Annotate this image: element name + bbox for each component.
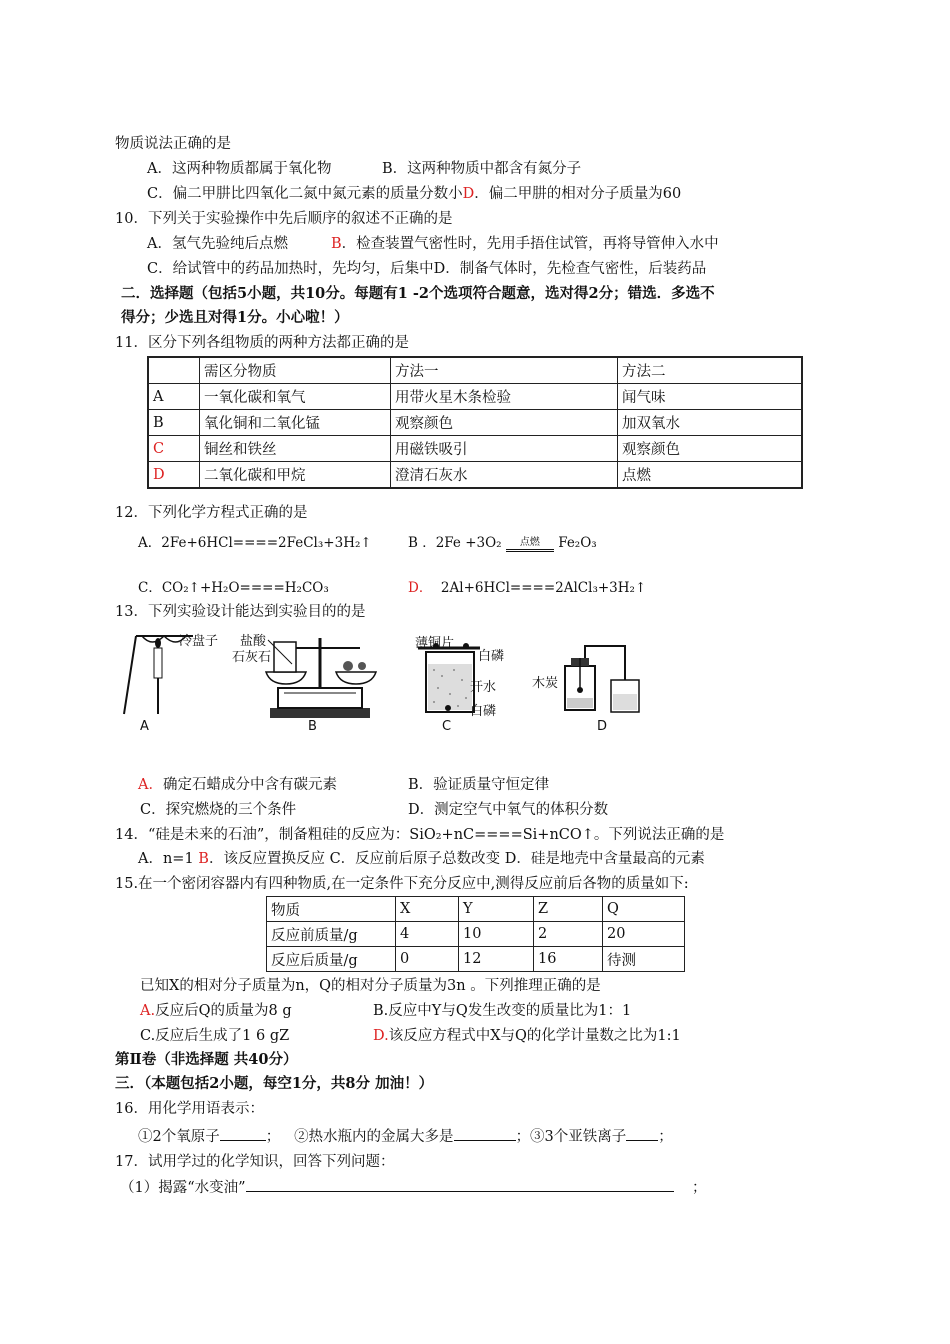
q12-option-a: A．2Fe+6HCl====2FeCl₃+3H₂↑ [138, 535, 372, 551]
label-charcoal: 木炭 [532, 676, 559, 691]
q12-option-b: B ．2Fe +3O₂ 点燃 Fe₂O₃ [408, 535, 597, 551]
q10-answer-letter-b: B [331, 236, 342, 252]
table-cell: D [148, 462, 200, 489]
table-row [148, 436, 802, 462]
table-cell: Y [459, 897, 534, 922]
q16-blanks: ①2个氧原子 ； ②热水瓶内的金属大多是 ；③3个亚铁离子 ； [138, 1126, 673, 1147]
q14-answer-letter-b: B [198, 851, 209, 867]
table-cell: 需区分物质 [200, 357, 391, 384]
table-cell: 10 [459, 922, 534, 947]
table-cell: 一氧化碳和氧气 [200, 384, 391, 410]
table-row [267, 922, 685, 947]
q10-option-cd: C．给试管中的药品加热时，先均匀，后集中D．制备气体时，先检查气密性，后装药品 [147, 261, 707, 277]
q12-option-d: D． 2Al+6HCl====2AlCl₃+3H₂↑ [408, 580, 647, 596]
table-cell: 澄清石灰水 [391, 462, 618, 489]
q15-known-info: 已知X的相对分子质量为n，Q的相对分子质量为3n 。下列推理正确的是 [140, 978, 601, 994]
label-boiling-water: 开水 [470, 680, 497, 695]
figure-caption-b: B [308, 719, 317, 734]
figure-caption-a: A [140, 719, 149, 734]
table-row [148, 462, 802, 489]
label-hydrochloric-acid: 盐酸 [240, 634, 267, 649]
q9-answer-letter-d: D [462, 186, 475, 202]
q10-stem: 10．下列关于实验操作中先后顺序的叙述不正确的是 [115, 211, 453, 227]
table-cell: 铜丝和铁丝 [200, 436, 391, 462]
label-cold-plate: 冷盘子 [179, 634, 219, 649]
reaction-condition: 点燃 [506, 537, 554, 552]
apparatus-d-figure [555, 638, 650, 718]
table-cell: C [148, 436, 200, 462]
q15-stem: 15.在一个密闭容器内有四种物质,在一定条件下充分反应中,测得反应前后各物的质量如下: [115, 876, 689, 892]
figure-caption-c: C [442, 719, 452, 734]
q11-table [147, 356, 803, 489]
q10-option-b: B．检查装置气密性时，先用手捂住试管，再将导管伸入水中 [331, 236, 719, 252]
table-cell: X [396, 897, 459, 922]
label-limestone: 石灰石 [232, 650, 272, 665]
q17-stem: 17．试用学过的化学知识，回答下列问题： [115, 1154, 395, 1170]
continuation-text: 物质说法正确的是 [115, 136, 231, 152]
q15-table [266, 896, 685, 972]
table-cell: 2 [534, 922, 603, 947]
section-2-heading-cont: 得分；少选且对得1分。小心啦！） [121, 309, 349, 326]
table-cell: 二氧化碳和甲烷 [200, 462, 391, 489]
table-cell: 4 [396, 922, 459, 947]
table-row [267, 947, 685, 972]
q12-option-c: C．CO₂↑+H₂O====H₂CO₃ [138, 580, 329, 596]
q14-stem: 14．“硅是未来的石油”，制备粗硅的反应为：SiO₂+nC====Si+nCO↑。下列说法正确的是 [115, 827, 725, 843]
table-cell: 用磁铁吸引 [391, 436, 618, 462]
table-cell: 反应前质量/g [267, 922, 396, 947]
table-cell: A [148, 384, 200, 410]
section-3-heading: 三．（本题包括2小题，每空1分，共8分 加油！） [115, 1075, 434, 1092]
table-cell: Q [603, 897, 685, 922]
q9-option-b: B．这两种物质中都含有氮分子 [382, 161, 582, 177]
q15-option-b: B.反应中Y与Q发生改变的质量比为1：1 [373, 1003, 632, 1019]
q12-stem: 12．下列化学方程式正确的是 [115, 505, 308, 521]
q11-stem: 11．区分下列各组物质的两种方法都正确的是 [115, 335, 409, 351]
q13-stem: 13．下列实验设计能达到实验目的的是 [115, 604, 366, 620]
q14-option-cd: C．反应前后原子总数改变 D．硅是地壳中含量最高的元素 [329, 851, 705, 867]
part-2-heading: 第Ⅱ卷（非选择题 共40分） [115, 1051, 298, 1068]
answer-blank-1[interactable] [220, 1126, 266, 1141]
table-cell: 闻气味 [618, 384, 803, 410]
answer-blank-3[interactable] [626, 1126, 658, 1141]
q13-answer-letter-a: A． [138, 777, 163, 793]
answer-blank-4[interactable] [246, 1177, 674, 1192]
table-cell: 反应后质量/g [267, 947, 396, 972]
q14-option-a: A．n=1 [138, 851, 194, 867]
figure-caption-d: D [597, 719, 608, 734]
q13-option-b: B．验证质量守恒定律 [408, 777, 550, 793]
table-cell: B [148, 410, 200, 436]
table-cell: 16 [534, 947, 603, 972]
table-header-row [148, 357, 802, 384]
q10-option-a: A．氢气先验纯后点燃 [147, 236, 288, 252]
q13-option-c: C．探究燃烧的三个条件 [140, 802, 297, 818]
table-cell: 点燃 [618, 462, 803, 489]
table-cell: 20 [603, 922, 685, 947]
q12-answer-letter-d: D． [408, 580, 433, 596]
table-header-row [267, 897, 685, 922]
q15-answer-letter-d: D. [373, 1028, 389, 1044]
q15-option-a: A.反应后Q的质量为8 g [140, 1003, 292, 1019]
q9-option-a: A．这两种物质都属于氧化物 [147, 161, 332, 177]
table-cell: 加双氧水 [618, 410, 803, 436]
section-2-heading: 二．选择题（包括5小题，共10分。每题有1 -2个选项符合题意，选对得2分；错选．多选不 [121, 285, 715, 302]
q14-options: A．n=1 B．该反应置换反应 C．反应前后原子总数改变 D．硅是地壳中含量最高的元素 [138, 851, 705, 867]
table-row [148, 410, 802, 436]
table-row [148, 384, 802, 410]
q9-option-d: ．偏二甲肼的相对分子质量为60 [474, 186, 682, 202]
q17-part-1: （1）揭露“水变油” ； [120, 1177, 707, 1198]
table-cell: Z [534, 897, 603, 922]
q9-option-cd [147, 184, 681, 204]
table-cell: 氧化铜和二氧化锰 [200, 410, 391, 436]
table-cell: 物质 [267, 897, 396, 922]
q13-option-d: D．测定空气中氧气的体积分数 [408, 802, 609, 818]
q16-stem: 16．用化学用语表示： [115, 1101, 264, 1117]
label-white-phosphorus-top: 白磷 [478, 649, 505, 664]
table-cell: 方法二 [618, 357, 803, 384]
table-cell: 观察颜色 [391, 410, 618, 436]
label-white-phosphorus-bottom: 白磷 [470, 704, 497, 719]
q15-option-c: C.反应后生成了1 6 gZ [140, 1028, 290, 1044]
table-cell: 12 [459, 947, 534, 972]
table-cell: 待测 [603, 947, 685, 972]
table-cell [148, 357, 200, 384]
table-cell: 观察颜色 [618, 436, 803, 462]
answer-blank-2[interactable] [454, 1126, 516, 1141]
q9-option-c: C．偏二甲肼比四氧化二氮中氮元素的质量分数小 [147, 186, 463, 202]
q15-answer-letter-a: A. [140, 1003, 156, 1019]
table-cell: 用带火星木条检验 [391, 384, 618, 410]
table-cell: 0 [396, 947, 459, 972]
q13-option-a: A．确定石蜡成分中含有碳元素 [138, 777, 337, 793]
label-copper-sheet: 薄铜片 [415, 636, 455, 651]
q15-option-d: D.该反应方程式中X与Q的化学计量数之比为1:1 [373, 1028, 681, 1044]
table-cell: 方法一 [391, 357, 618, 384]
